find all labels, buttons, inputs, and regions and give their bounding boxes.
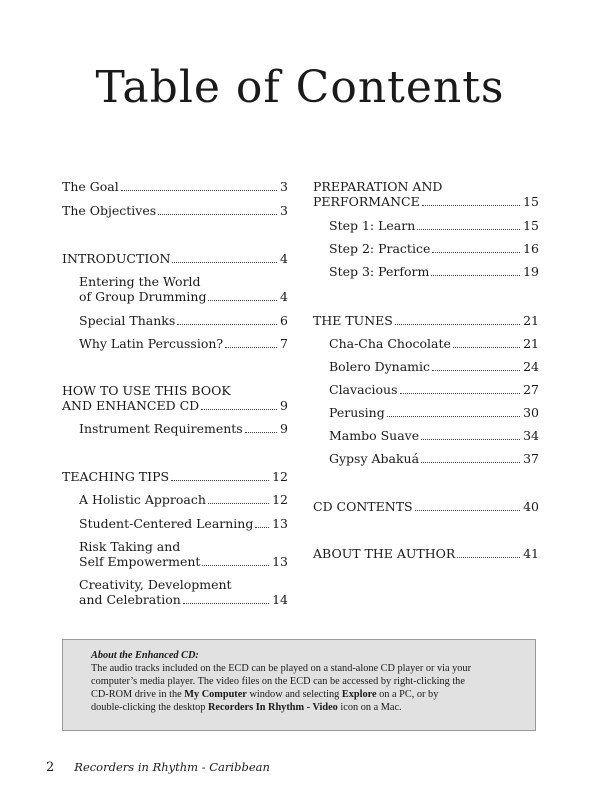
toc-entry-title: ABOUT THE AUTHOR: [313, 546, 456, 561]
toc-entry-page: 27: [523, 382, 539, 397]
dot-leader: [208, 503, 269, 504]
toc-entry-title: of Group Drumming: [79, 289, 207, 304]
toc-entry-title: Clavacious: [329, 382, 398, 397]
note-title: About the Enhanced CD:: [91, 650, 199, 661]
toc-entry-title: PERFORMANCE: [313, 194, 420, 209]
toc-entry-page: 4: [280, 251, 288, 266]
toc-entry-title: Perusing: [329, 405, 385, 420]
toc-entry: [329, 451, 539, 466]
dot-leader: [457, 557, 520, 558]
toc-entry-title: Gypsy Abakuá: [329, 451, 420, 466]
toc-entry-page: 15: [523, 194, 539, 209]
toc-entry-page: 12: [272, 492, 288, 507]
toc-entry-title: TEACHING TIPS: [62, 469, 170, 484]
toc-entry-title: CD CONTENTS: [313, 499, 413, 514]
toc-entry-page: 7: [280, 336, 288, 351]
toc-entry-page: 14: [272, 592, 288, 607]
dot-leader: [432, 252, 520, 253]
dot-leader: [202, 565, 269, 566]
toc-entry-title: Cha-Cha Chocolate: [329, 336, 451, 351]
toc-entry: [329, 382, 539, 397]
toc-entry-title: Step 2: Practice: [329, 241, 431, 256]
toc-entry: [79, 313, 288, 328]
dot-leader: [177, 324, 277, 325]
toc-entry-page: 24: [523, 359, 539, 374]
dot-leader: [201, 409, 277, 410]
enhanced-cd-note-box: [62, 639, 536, 731]
toc-entry-page: 13: [272, 516, 288, 531]
dot-leader: [172, 262, 277, 263]
toc-entry-page: 4: [280, 289, 288, 304]
toc-entry-page: 19: [523, 264, 539, 279]
note-line: double-clicking the desktop Recorders In Rhythm - Video icon on a Mac.: [91, 702, 402, 713]
toc-entry: [79, 274, 288, 304]
toc-entry-page: 6: [280, 313, 288, 328]
page-number: 2: [46, 760, 55, 775]
toc-entry: [62, 469, 288, 484]
dot-leader: [422, 205, 520, 206]
toc-entry-page: 21: [523, 313, 539, 328]
toc-entry-title: PREPARATION AND: [313, 179, 443, 194]
toc-entry-page: 15: [523, 218, 539, 233]
page-footer: [46, 760, 270, 775]
dot-leader: [255, 527, 269, 528]
toc-entry: [329, 428, 539, 443]
dot-leader: [453, 347, 520, 348]
toc-entry-title: Entering the World: [79, 274, 201, 289]
toc-entry-title: A Holistic Approach: [79, 492, 206, 507]
toc-entry-title: Step 3: Perform: [329, 264, 430, 279]
toc-entry: [329, 264, 539, 279]
toc-entry-title: The Objectives: [62, 203, 157, 218]
dot-leader: [225, 347, 277, 348]
dot-leader: [415, 510, 520, 511]
dot-leader: [387, 416, 520, 417]
toc-entry-page: 40: [523, 499, 539, 514]
toc-entry-title: Instrument Requirements: [79, 421, 243, 436]
toc-entry-title: Risk Taking and: [79, 539, 181, 554]
toc-entry: [62, 383, 288, 413]
toc-entry-title: AND ENHANCED CD: [62, 398, 200, 413]
toc-entry-title: Why Latin Percussion?: [79, 336, 224, 351]
toc-entry: [79, 577, 288, 607]
toc-entry-title: Special Thanks: [79, 313, 176, 328]
dot-leader: [171, 480, 269, 481]
toc-entry: [313, 179, 539, 209]
toc-entry-page: 9: [280, 398, 288, 413]
toc-entry-page: 21: [523, 336, 539, 351]
toc-entry: [329, 359, 539, 374]
toc-entry: [329, 336, 539, 351]
dot-leader: [432, 370, 520, 371]
toc-entry-title: Creativity, Development: [79, 577, 232, 592]
toc-entry: [62, 251, 288, 266]
page-title: Table of Contents: [95, 62, 505, 113]
note-line: CD-ROM drive in the My Computer window and selecting Explore on a PC, or by: [91, 689, 439, 700]
dot-leader: [158, 214, 277, 215]
book-title: Recorders in Rhythm - Caribbean: [74, 760, 270, 774]
toc-entry-title: Mambo Suave: [329, 428, 420, 443]
toc-entry-page: 13: [272, 554, 288, 569]
dot-leader: [208, 300, 277, 301]
dot-leader: [183, 603, 269, 604]
toc-entry: [329, 405, 539, 420]
dot-leader: [421, 439, 520, 440]
toc-entry: [313, 546, 539, 561]
toc-entry: [79, 421, 288, 436]
toc-entry-page: 37: [523, 451, 539, 466]
dot-leader: [421, 462, 520, 463]
toc-entry: [329, 241, 539, 256]
dot-leader: [245, 432, 277, 433]
toc-entry-page: 3: [280, 179, 288, 194]
toc-entry-page: 41: [523, 546, 539, 561]
toc-entry-page: 12: [272, 469, 288, 484]
note-line: computer’s media player. The video files on the ECD can be accessed by right-clicking the: [91, 676, 465, 687]
toc-entry-page: 16: [523, 241, 539, 256]
dot-leader: [395, 324, 520, 325]
toc-entry-title: INTRODUCTION: [62, 251, 171, 266]
toc-entry: [62, 179, 288, 194]
dot-leader: [400, 393, 521, 394]
toc-entry-title: Step 1: Learn: [329, 218, 416, 233]
toc-entry: [79, 516, 288, 531]
toc-entry-title: and Celebration: [79, 592, 181, 607]
dot-leader: [431, 275, 520, 276]
toc-entry-title: THE TUNES: [313, 313, 393, 328]
toc-entry-page: 34: [523, 428, 539, 443]
toc-entry-page: 3: [280, 203, 288, 218]
toc-entry: [62, 203, 288, 218]
toc-entry-page: 9: [280, 421, 288, 436]
dot-leader: [121, 190, 277, 191]
note-line: The audio tracks included on the ECD can be played on a stand-alone CD player or via your: [91, 663, 472, 674]
toc-entry: [329, 218, 539, 233]
toc-entry-title: The Goal: [62, 179, 119, 194]
toc-entry-title: Student-Centered Learning: [79, 516, 254, 531]
toc-entry: [79, 492, 288, 507]
toc-entry-title: Bolero Dynamic: [329, 359, 431, 374]
toc-entry-title: HOW TO USE THIS BOOK: [62, 383, 231, 398]
toc-entry: [313, 499, 539, 514]
toc-entry: [79, 539, 288, 569]
toc-entry: [79, 336, 288, 351]
toc-entry: [313, 313, 539, 328]
toc-entry-title: Self Empowerment: [79, 554, 201, 569]
dot-leader: [417, 229, 520, 230]
toc-entry-page: 30: [523, 405, 539, 420]
